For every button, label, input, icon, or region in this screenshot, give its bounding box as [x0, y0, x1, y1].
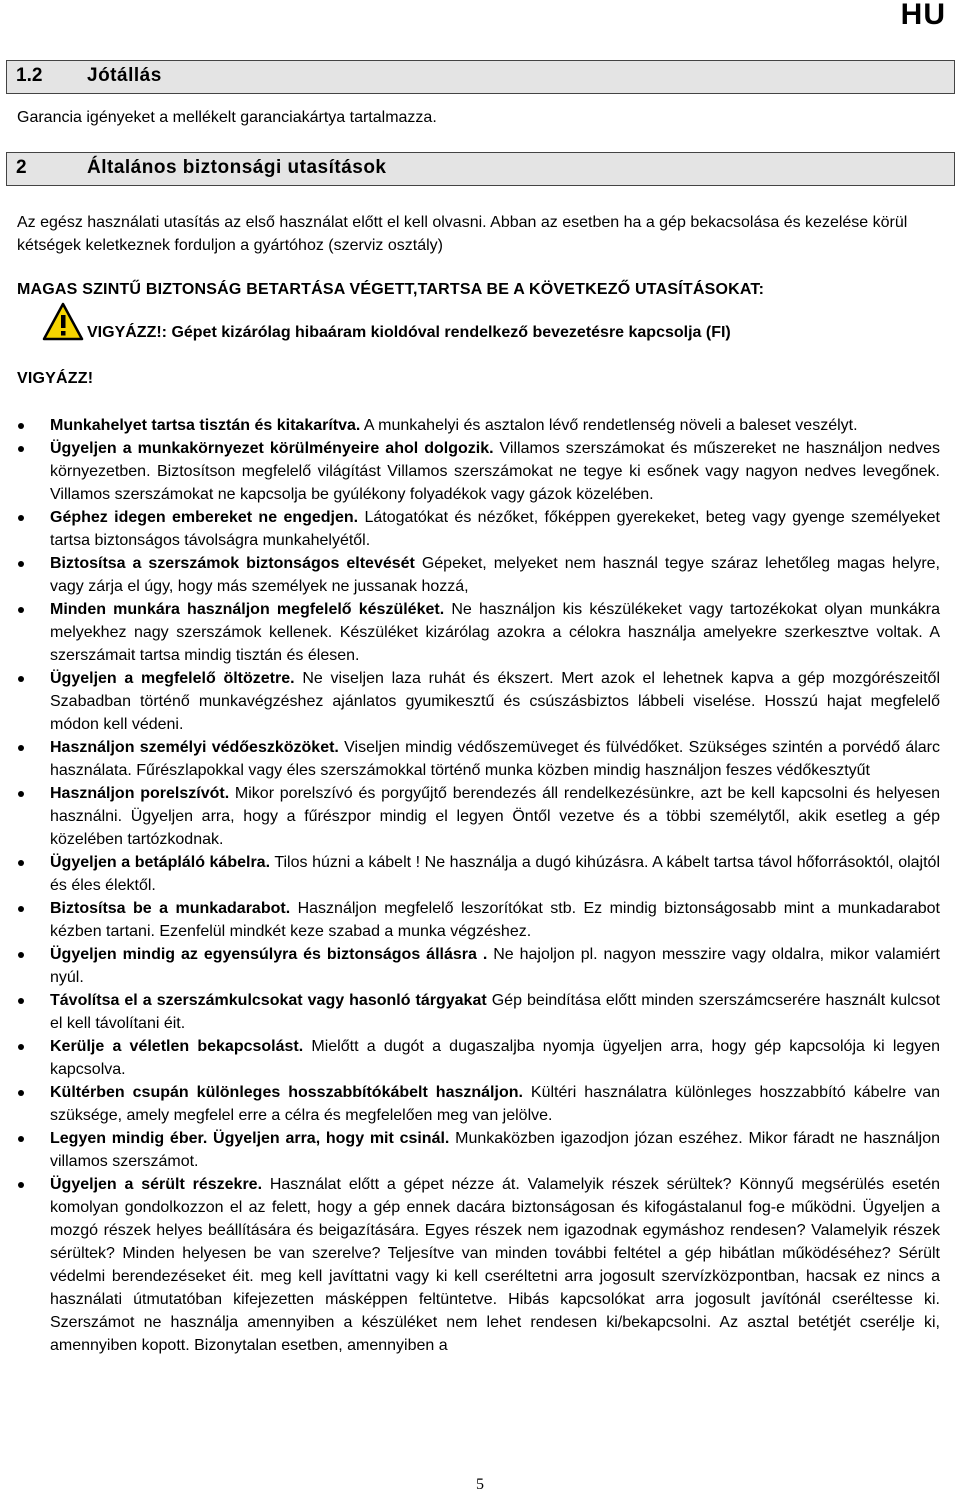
bullet-icon [18, 515, 24, 521]
rule-text: Ne hajoljon pl. nagyon messzire vagy oldalra, mikor valamiért nyúl. [50, 946, 940, 986]
rule-text: Kültéri használatra különleges hoszzabbító kábelre van szüksége, amely megfelel erre a célra és megfelelően meg van jelölve. [50, 1084, 941, 1124]
page-number: 5 [476, 1476, 484, 1493]
list-item [0, 437, 940, 506]
rule-text: Látogatókat és nézőket, főképpen gyerekeket, beteg vagy gyenge személyeket tartsa biztonságos távolságra munkahelyétől. [50, 509, 941, 549]
bullet-icon [18, 952, 24, 958]
list-item [0, 1081, 940, 1127]
rule-title: Távolítsa el a szerszámkulcsokat vagy hasonló tárgyakat [50, 992, 487, 1009]
rule-text: A munkahelyi és asztalon lévő rendetlenség növeli a baleset veszélyt. [360, 417, 858, 434]
bullet-icon [18, 676, 24, 682]
rule-text: Mielőtt a dugót a dugaszaljba nyomja ügyeljen arra, hogy gép kapcsolója ki legyen kapcsolva. [50, 1038, 941, 1078]
list-item [0, 598, 940, 667]
bullet-icon [18, 561, 24, 567]
rule-title: Kültérben csupán különleges hosszabbítókábelt használjon. [50, 1084, 523, 1101]
warning-triangle-icon [42, 302, 84, 342]
rule-text: Villamos szerszámokat és műszereket ne használjon nedves környezetben. Biztosítson megfelelő világítást Villamos szerszámokat ne tegye ki esőnek vagy nagyon nedves levegőnek. Villamos szerszámokat ne kapcsolja be gyúlékony folyadékok vagy gázok közelében. [50, 440, 940, 503]
bullet-icon [18, 791, 24, 797]
rule-title: Ügyeljen a betápláló kábelra. [50, 854, 271, 871]
list-item [0, 506, 940, 552]
list-item [0, 782, 940, 851]
rule-text: Gépeket, melyeket nem használ tegye száraz lehetőleg magas helyre, vagy zárja el úgy, hogy más személyek ne jussanak hozzá, [50, 555, 940, 595]
bullet-icon [18, 906, 24, 912]
list-item [0, 414, 940, 437]
rule-title: Kerülje a véletlen bekapcsolást. [50, 1038, 304, 1055]
rule-text: Ne viseljen laza ruhát és ékszert. Mert azok el lehetnek kapva a gép mozgórészeitől Szabadban történő munkavégzéshez ajánlatos gyumikesztű és csúszásbiztos lábbeli viselése. Hosszú hajat megfelelő módon kell védeni. [50, 670, 940, 733]
list-item [0, 736, 940, 782]
rule-text: Használat előtt a gépet nézze át. Valamelyik részek sérültek? Könnyű megsérülés esetén komolyan gondolkozzon el az felett, hogy a gép ennek dacára biztonságosan és kifogástalanul fog-e működni. Ügyeljen a mozgó részek helyes beállítására és beigazítására. Egyes részek nem igazodnak egymáshoz rendesen? Valamelyik részek sérültek? Minden helyesen be van szerelve? Teljesítve van minden további feltétel a gép hibátlan működéséhez? Sérült védelmi berendezéseket éit. meg kell javíttatni vagy ki kell cseréltetni arra jogosult szervízközpontban, hacsak ez nincs a használati útmutatóban kifejezetten másképpen feltüntetve. Hibás kapcsolókat arra jogosult javítónál cseréltesse ki. Szerszámot ne használja amennyiben a készüléket nem lehet rendesen ki/bekapcsolni. Az asztal betétjét cserélje ki, amennyiben kopott. Bizonytalan esetben, amennyiben a [50, 1176, 940, 1354]
rule-title: Ügyeljen mindig az egyensúlyra és biztonságos állásra . [50, 946, 488, 963]
rule-title: Minden munkára használjon megfelelő készüléket. [50, 601, 445, 618]
bullet-icon [18, 446, 24, 452]
bullet-icon [18, 860, 24, 866]
bullet-icon [18, 745, 24, 751]
rule-title: Biztosítsa be a munkadarabot. [50, 900, 291, 917]
warning-line [17, 302, 957, 348]
list-item [0, 1173, 940, 1357]
rule-text: Ne használjon kis készülékeket vagy tartozékokat olyan munkákra melyekhez nagy szerszámok kellenek. Készüléket kizárólag azokra a célokra használja amelyekre szerkesztve voltak. A szerszámait tartsa mindig tisztán és élesen. [50, 601, 940, 664]
rule-text: Munkaközben igazodjon józan eszéhez. Mikor fáradt ne használjon villamos szerszámot. [50, 1130, 940, 1170]
list-item [0, 552, 940, 598]
safety-rules-list [0, 414, 940, 1357]
section-heading-warranty [6, 60, 955, 94]
warranty-paragraph: Garancia igényeket a mellékelt garanciakártya tartalmazza. [17, 109, 437, 126]
section-number: 1.2 [16, 65, 43, 86]
section-heading-safety [6, 152, 955, 186]
warning-text: VIGYÁZZ!: Gépet kizárólag hibaáram kioldóval rendelkező bevezetésre kapcsolja (FI) [87, 324, 731, 341]
rule-title: Ügyeljen a munkakörnyezet körülményeire ahol dolgozik. [50, 440, 494, 457]
list-item [0, 943, 940, 989]
rule-title: Ügyeljen a sérült részekre. [50, 1176, 263, 1193]
caps-heading: MAGAS SZINTŰ BIZTONSÁG BETARTÁSA VÉGETT,TARTSA BE A KÖVETKEZŐ UTASÍTÁSOKAT: [17, 281, 765, 298]
rule-text: Tilos húzni a kábelt ! Ne használja a dugó kihúzásra. A kábelt tartsa távol hőforrásoktól, olajtól és éles élektől. [50, 854, 941, 894]
section-title: Jótállás [87, 65, 162, 86]
bullet-icon [18, 1044, 24, 1050]
rule-title: Munkahelyet tartsa tisztán és kitakarítva. [50, 417, 361, 434]
rule-title: Használjon porelszívót. [50, 785, 230, 802]
warning-label: VIGYÁZZ! [17, 370, 94, 387]
bullet-icon [18, 607, 24, 613]
language-code: HU [900, 0, 946, 31]
list-item [0, 667, 940, 736]
bullet-icon [18, 423, 24, 429]
bullet-icon [18, 998, 24, 1004]
rule-text: Használjon megfelelő leszorítókat stb. Ez mindig biztonságosabb mint a munkadarabot kézben tartani. Ezenfelül mindkét keze szabad a munka végzéshez. [50, 900, 940, 940]
bullet-icon [18, 1136, 24, 1142]
section-number: 2 [16, 157, 27, 178]
rule-text: Viseljen mindig védőszemüveget és fülvédőket. Szükséges szintén a porvédő álarc használata. Fűrészlapokkal vagy éles szerszámokkal történő munka közben mindig használjon feszes védőkesztyűt [50, 739, 940, 779]
list-item [0, 897, 940, 943]
rule-title: Biztosítsa a szerszámok biztonságos eltevését [50, 555, 415, 572]
rule-title: Ügyeljen a megfelelő öltözetre. [50, 670, 295, 687]
rule-text: Gép beindítása előtt minden szerszámcserére használt kulcsot el kell távolítani éit. [50, 992, 940, 1032]
intro-paragraph: Az egész használati utasítás az első használat előtt el kell olvasni. Abban az esetben ha a gép bekacsolása és kezelése körül kétségek keletkeznek forduljon a gyártóhoz (szerviz osztály) [17, 214, 908, 254]
list-item [0, 1035, 940, 1081]
list-item [0, 989, 940, 1035]
list-item [0, 851, 940, 897]
rule-title: Legyen mindig éber. Ügyeljen arra, hogy mit csinál. [50, 1130, 450, 1147]
section-title: Általános biztonsági utasítások [87, 157, 387, 178]
bullet-icon [18, 1090, 24, 1096]
rule-text: Mikor porelszívó és porgyűjtő berendezés áll rendelkezésünkre, azt be kell kapcsolni és helyesen használni. Ügyeljen arra, hogy a fűrészpor mindig el legyen Öntől vezetve és a többi személytől, akik esetleg a gép közelében tartózkodnak. [50, 785, 941, 848]
rule-title: Használjon személyi védőeszközöket. [50, 739, 339, 756]
list-item [0, 1127, 940, 1173]
rule-title: Géphez idegen embereket ne engedjen. [50, 509, 359, 526]
bullet-icon [18, 1182, 24, 1188]
